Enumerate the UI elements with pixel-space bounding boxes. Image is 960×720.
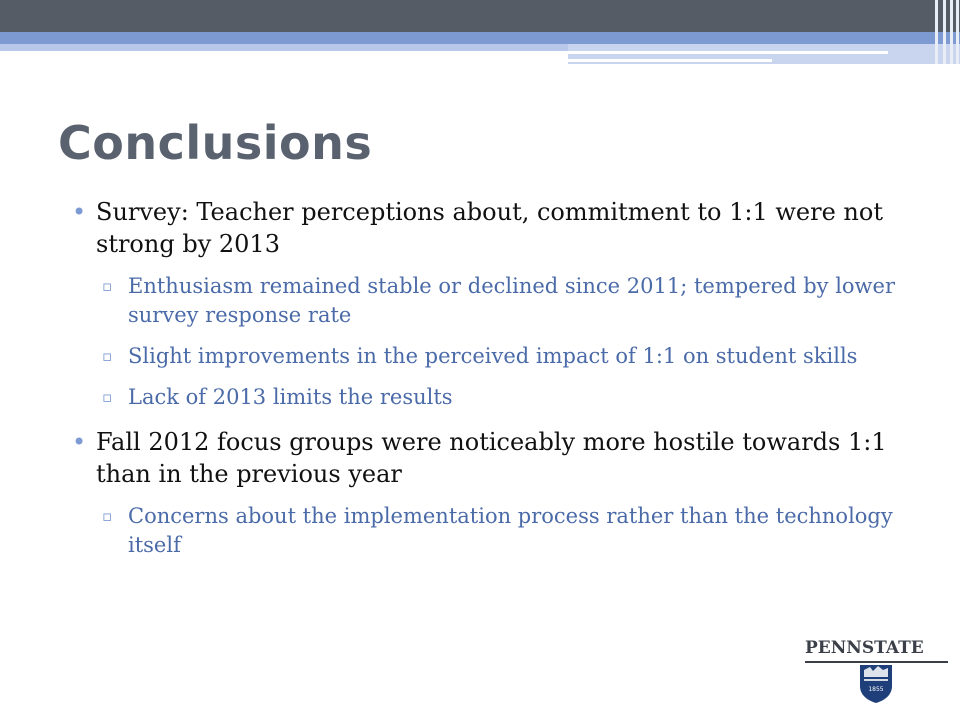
sub-bullet-icon: ▫	[102, 277, 113, 295]
bullet-icon: •	[72, 428, 87, 456]
sub-bullet-text: Lack of 2013 limits the results	[128, 385, 453, 409]
header-band-right	[568, 44, 960, 64]
header-bar	[0, 0, 960, 32]
bullet-text: Survey: Teacher perceptions about, commitment to 1:1 were not strong by 2013	[96, 198, 883, 258]
sub-bullet-text: Slight improvements in the perceived impact of 1:1 on student skills	[128, 344, 858, 368]
sub-bullet-text: Concerns about the implementation process rather than the technology itself	[128, 504, 893, 557]
logo-wordmark: PENNSTATE	[805, 638, 924, 658]
header-stripes	[930, 0, 960, 64]
shield-icon	[859, 664, 893, 704]
sub-bullet-item	[72, 272, 912, 330]
sub-bullet-text: Enthusiasm remained stable or declined since 2011; tempered by lower survey response rate	[128, 274, 895, 327]
spacer	[72, 412, 912, 426]
stripe	[943, 0, 946, 64]
pennstate-logo	[805, 636, 950, 706]
sub-bullet-icon: ▫	[102, 507, 113, 525]
slide-title: Conclusions	[58, 116, 373, 170]
sub-bullet-item	[72, 342, 912, 371]
sub-bullet-icon: ▫	[102, 388, 113, 406]
header-line	[568, 51, 888, 54]
bullet-list	[72, 196, 912, 560]
bullet-text: Fall 2012 focus groups were noticeably more hostile towards 1:1 than in the previous year	[96, 428, 887, 488]
stripe	[935, 0, 938, 64]
stripe	[956, 0, 959, 64]
logo-rule	[805, 661, 948, 663]
sub-bullet-icon: ▫	[102, 347, 113, 365]
header-accent-bar	[0, 32, 960, 44]
sub-bullet-item	[72, 502, 912, 560]
stripe	[950, 0, 953, 64]
bullet-icon: •	[72, 198, 87, 226]
header-line	[568, 59, 772, 62]
bullet-item	[72, 196, 912, 260]
bullet-item	[72, 426, 912, 490]
logo-year: 1855	[868, 686, 884, 693]
header-band-left	[0, 44, 568, 51]
sub-bullet-item	[72, 383, 912, 412]
